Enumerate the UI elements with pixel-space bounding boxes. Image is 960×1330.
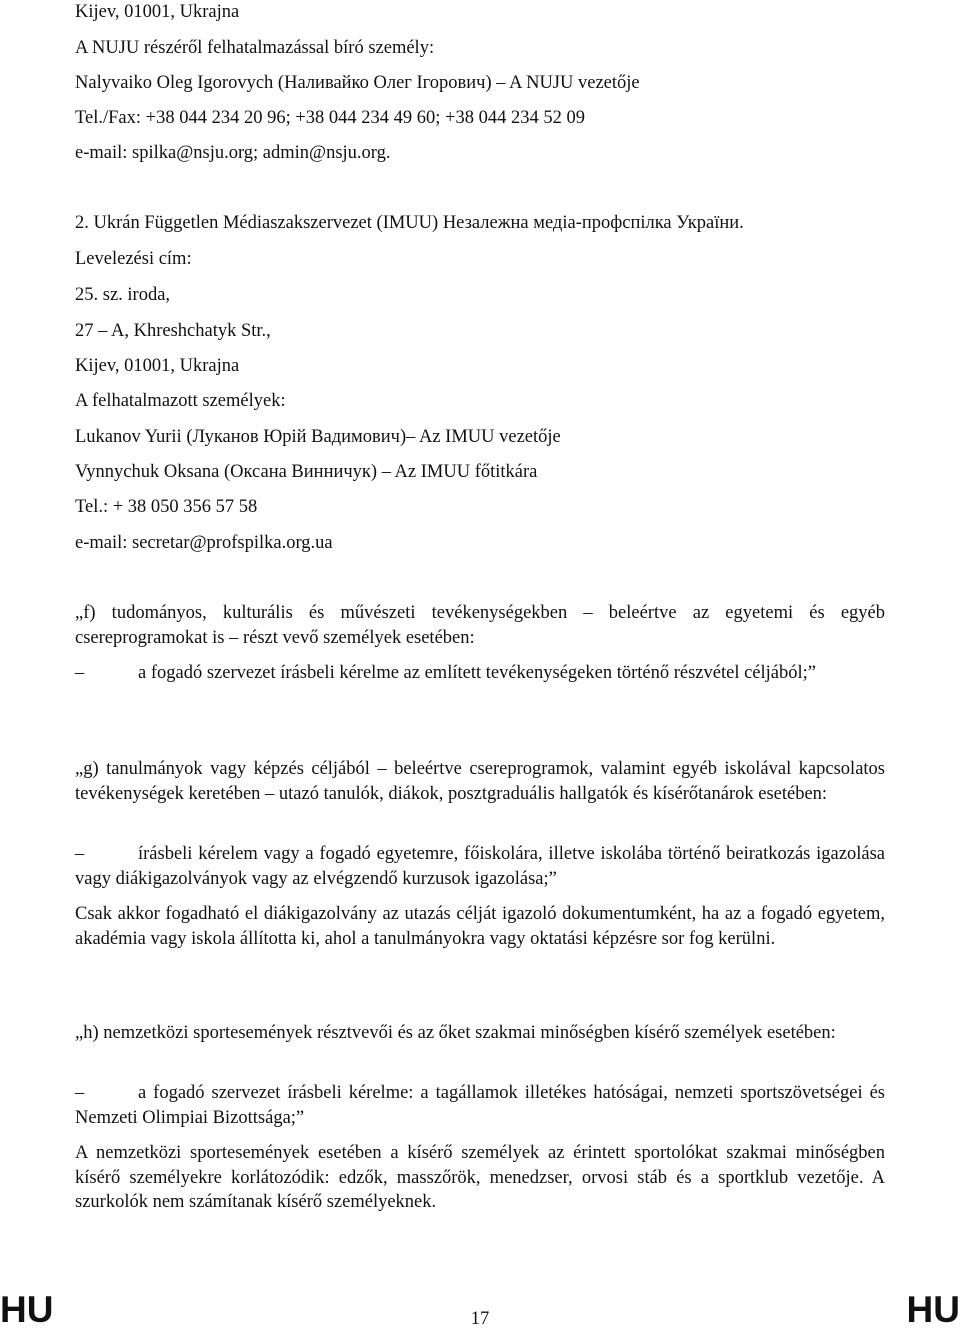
section-h-item xyxy=(75,1081,885,1130)
page-number: 17 xyxy=(470,1309,490,1329)
section-g-item xyxy=(75,842,885,891)
org1-email: e-mail: spilka@nsju.org; admin@nsju.org. xyxy=(75,143,391,163)
org2-city: Kijev, 01001, Ukrajna xyxy=(75,356,240,376)
org2-person1: Lukanov Yurii (Луканов Юрій Вадимович)– Az IMUU vezetője xyxy=(75,427,561,447)
org2-title: 2. Ukrán Független Médiaszakszervezet (IMUU) Незалежна медіа-профспілка України. xyxy=(75,213,744,233)
org2-street: 27 – A, Khreshchatyk Str., xyxy=(75,321,271,341)
section-f-item-text: a fogadó szervezet írásbeli kérelme az említett tevékenységeken történő részvétel céljából;” xyxy=(138,663,816,683)
org1-city: Kijev, 01001, Ukrajna xyxy=(75,2,240,22)
section-f-heading: „f) tudományos, kulturális és művészeti tevékenységekben – beleértve az egyetemi és egyéb csereprogramokat is – részt vevő személyek esetében: xyxy=(75,603,885,648)
section-g-item-text: írásbeli kérelem vagy a fogadó egyetemre, főiskolára, illetve iskolába történő beiratkozás igazolása vagy diákigazolványok vagy az elvégzendő kurzusok igazolása;” xyxy=(75,844,885,889)
footer-language-mark-left: HU xyxy=(0,1289,54,1330)
footer-language-mark-right: HU xyxy=(906,1289,960,1330)
org1-phone: Tel./Fax: +38 044 234 20 96; +38 044 234 49 60; +38 044 234 52 09 xyxy=(75,108,585,128)
org1-authorized-label: A NUJU részéről felhatalmazással bíró személy: xyxy=(75,38,435,58)
section-f-item xyxy=(75,661,885,686)
org2-person2: Vynnychuk Oksana (Оксана Винничук) – Az IMUU főtitkára xyxy=(75,462,538,482)
org2-office: 25. sz. iroda, xyxy=(75,285,171,305)
section-h-note: A nemzetközi sportesemények esetében a kísérő személyek az érintett sportolókat szakmai minőségben kísérő személyekre korlátozódik: edzők, masszőrök, menedzser, orvosi stáb és a sportklub vezetője. A szurkolók nem számítanak kísérő személyeknek. xyxy=(75,1143,885,1212)
section-g-note: Csak akkor fogadható el diákigazolvány az utazás célját igazoló dokumentumként, ha az a fogadó egyetem, akadémia vagy iskola állította ki, ahol a tanulmányokra vagy oktatási képzésre sor fog kerülni. xyxy=(75,904,885,949)
section-h-item-text: a fogadó szervezet írásbeli kérelme: a tagállamok illetékes hatóságai, nemzeti sportszövetségei és Nemzeti Olimpiai Bizottsága;” xyxy=(75,1083,885,1128)
org1-person: Nalyvaiko Oleg Igorovych (Наливайко Олег Ігорович) – A NUJU vezetője xyxy=(75,73,640,93)
org2-authorized-label: A felhatalmazott személyek: xyxy=(75,391,286,411)
section-h-dash: – xyxy=(75,1083,85,1103)
org2-mail-label: Levelezési cím: xyxy=(75,249,192,269)
section-f-dash: – xyxy=(75,663,85,683)
section-g-heading: „g) tanulmányok vagy képzés céljából – beleértve csereprogramok, valamint egyéb iskolával kapcsolatos tevékenységek keretében – utazó tanulók, diákok, posztgraduális hallgatók és kísérőtanárok esetében: xyxy=(75,759,885,804)
section-g-dash: – xyxy=(75,844,85,864)
org2-email: e-mail: secretar@profspilka.org.ua xyxy=(75,533,333,553)
org2-phone: Tel.: + 38 050 356 57 58 xyxy=(75,497,258,517)
section-h-heading: „h) nemzetközi sportesemények résztvevői és az őket szakmai minőségben kísérő személyek esetében: xyxy=(75,1023,836,1043)
